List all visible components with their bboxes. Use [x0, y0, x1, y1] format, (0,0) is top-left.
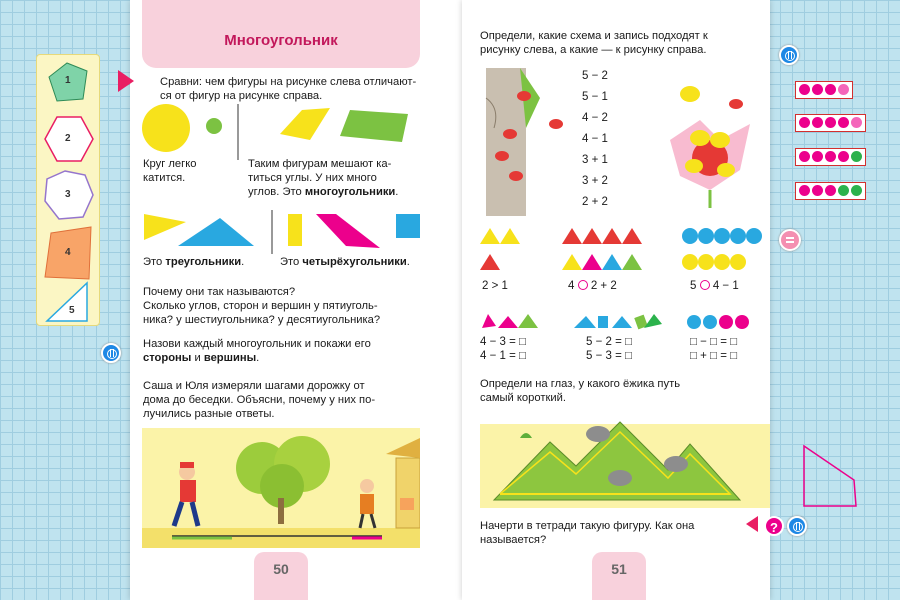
equation-1a: 4 − 3 = □ [480, 336, 526, 348]
steps-text-2: дома до беседки. Объясни, почему у них по- [143, 394, 376, 406]
page-number-50: 50 [254, 552, 308, 600]
quads-text [280, 256, 410, 270]
task-marker-icon [118, 70, 134, 92]
quads-text-b: четырёхугольники [302, 256, 407, 268]
page-number-51: 51 [592, 552, 646, 600]
polygon-text-3a: углов. Это [248, 186, 305, 198]
yellow-quadrilateral [280, 108, 330, 140]
draw-text-1: Начерти в тетради такую фигуру. Как она [480, 520, 695, 532]
blue-triangle [178, 218, 254, 246]
red-colored-triangles [562, 228, 642, 270]
circle-text-2: катится. [143, 172, 186, 184]
circle-vs-polygon-figures [140, 100, 430, 160]
quads-text-c: . [406, 256, 410, 268]
why-text-2: Сколько углов, сторон и вершин у пятиуголь- [143, 300, 378, 312]
compare-text-1: Сравни: чем фигуры на рисунке слева отличают- [160, 76, 417, 88]
hedgehog-text-1: Определи на глаз, у какого ёжика путь [480, 378, 681, 390]
comparison-circle[interactable] [700, 280, 710, 290]
triangles-text [143, 256, 244, 270]
expression-2: 5 − 1 [582, 91, 608, 103]
shape-number-5: 5 [69, 305, 75, 316]
globe-icon[interactable] [787, 516, 807, 536]
name-text-1: Назови каждый многоугольник и покажи его [143, 338, 371, 350]
polygon-text-1: Таким фигурам мешают ка- [248, 158, 392, 170]
blue-square [396, 214, 420, 238]
magenta-quadrilateral [316, 214, 380, 248]
shape-number-2: 2 [65, 133, 71, 144]
name-text-2d: . [256, 352, 260, 364]
comparison-3-right: 4 − 1 [712, 280, 739, 292]
hedgehog-hills-illustration [480, 404, 770, 508]
triangles-quads-figures [140, 210, 430, 256]
large-circle [142, 104, 190, 152]
flower-butterflies-illustration [660, 80, 760, 210]
dot-scheme-1 [795, 81, 853, 99]
dot-scheme-3 [795, 148, 866, 166]
small-circle [206, 118, 222, 134]
expression-7: 2 + 2 [582, 196, 608, 208]
comparison-3 [690, 280, 739, 292]
name-text-2b: и [191, 352, 204, 364]
task-text-2: рисунку слева, а какие — к рисунку справа. [480, 44, 707, 56]
expression-5: 3 + 1 [582, 154, 608, 166]
task-text-1: Определи, какие схема и запись подходят к [480, 30, 708, 42]
name-text-2 [143, 352, 259, 366]
polygon-text-2: титься углы. У них много [248, 172, 377, 184]
steps-text-3: лучились разные ответы. [143, 408, 275, 420]
comparison-3-left: 5 [690, 280, 697, 292]
book-spine [432, 0, 462, 600]
shape-number-3: 3 [65, 189, 71, 200]
comparison-2-right: 2 + 2 [590, 280, 617, 292]
expression-6: 3 + 2 [582, 175, 608, 187]
name-text-2c: вершины [203, 352, 257, 364]
equation-3b: □ + □ = □ [690, 350, 738, 362]
green-quadrilateral [340, 110, 408, 142]
triangles-text-a: Это [143, 256, 166, 268]
shape-groups-row-2 [478, 310, 768, 334]
comparison-circle[interactable] [578, 280, 588, 290]
dot-scheme-2 [795, 114, 866, 132]
polygon-text-3c: . [395, 186, 399, 198]
expression-1: 5 − 2 [582, 70, 608, 82]
yellow-red-triangles [480, 228, 520, 270]
equation-2a: 5 − 2 = □ [586, 336, 632, 348]
why-text-3: ника? у шестиугольника? у десятиугольника? [143, 314, 381, 326]
circle-text-1: Круг легко [143, 158, 197, 170]
globe-icon[interactable] [101, 343, 121, 363]
compare-text-2: ся от фигур на рисунке справа. [160, 90, 323, 102]
calculator-icon[interactable] [779, 229, 801, 251]
draw-text-2: называется? [480, 534, 547, 546]
steps-text-1: Саша и Юля измеряли шагами дорожку от [143, 380, 365, 392]
yellow-triangle [144, 214, 186, 240]
equation-1b: 4 − 1 = □ [480, 350, 526, 362]
triangles-text-c: . [241, 256, 245, 268]
dot-scheme-4 [795, 182, 866, 200]
shape-number-1: 1 [65, 75, 71, 86]
blue-yellow-circles [682, 228, 762, 270]
hedgehog-text-2: самый короткий. [480, 392, 566, 404]
globe-icon[interactable] [779, 45, 799, 65]
expression-3: 4 − 2 [582, 112, 608, 124]
polygon-text-3 [248, 186, 398, 200]
walking-scene-illustration [142, 428, 420, 548]
quadrilateral-drawing [796, 440, 860, 510]
yellow-rectangle [288, 214, 302, 246]
equation-3a: □ − □ = □ [690, 336, 738, 348]
tree-ladybugs-illustration [480, 68, 564, 216]
question-icon[interactable]: ? [764, 516, 784, 536]
task-marker-icon [746, 516, 758, 532]
name-text-2a: стороны [143, 352, 192, 364]
comparison-2 [568, 280, 617, 292]
shapes-side-panel [36, 54, 100, 326]
page-title: Многоугольник [224, 32, 338, 49]
triangle-shape [47, 283, 87, 321]
equation-2b: 5 − 3 = □ [586, 350, 632, 362]
triangles-text-b: треугольники [165, 256, 242, 268]
comparison-2-left: 4 [568, 280, 575, 292]
polygon-text-3b: многоугольники [304, 186, 396, 198]
shape-groups-row [478, 224, 768, 274]
why-text-1: Почему они так называются? [143, 286, 296, 298]
quads-text-a: Это [280, 256, 303, 268]
shape-number-4: 4 [65, 247, 71, 258]
comparison-1: 2 > 1 [482, 280, 508, 292]
expression-4: 4 − 1 [582, 133, 608, 145]
